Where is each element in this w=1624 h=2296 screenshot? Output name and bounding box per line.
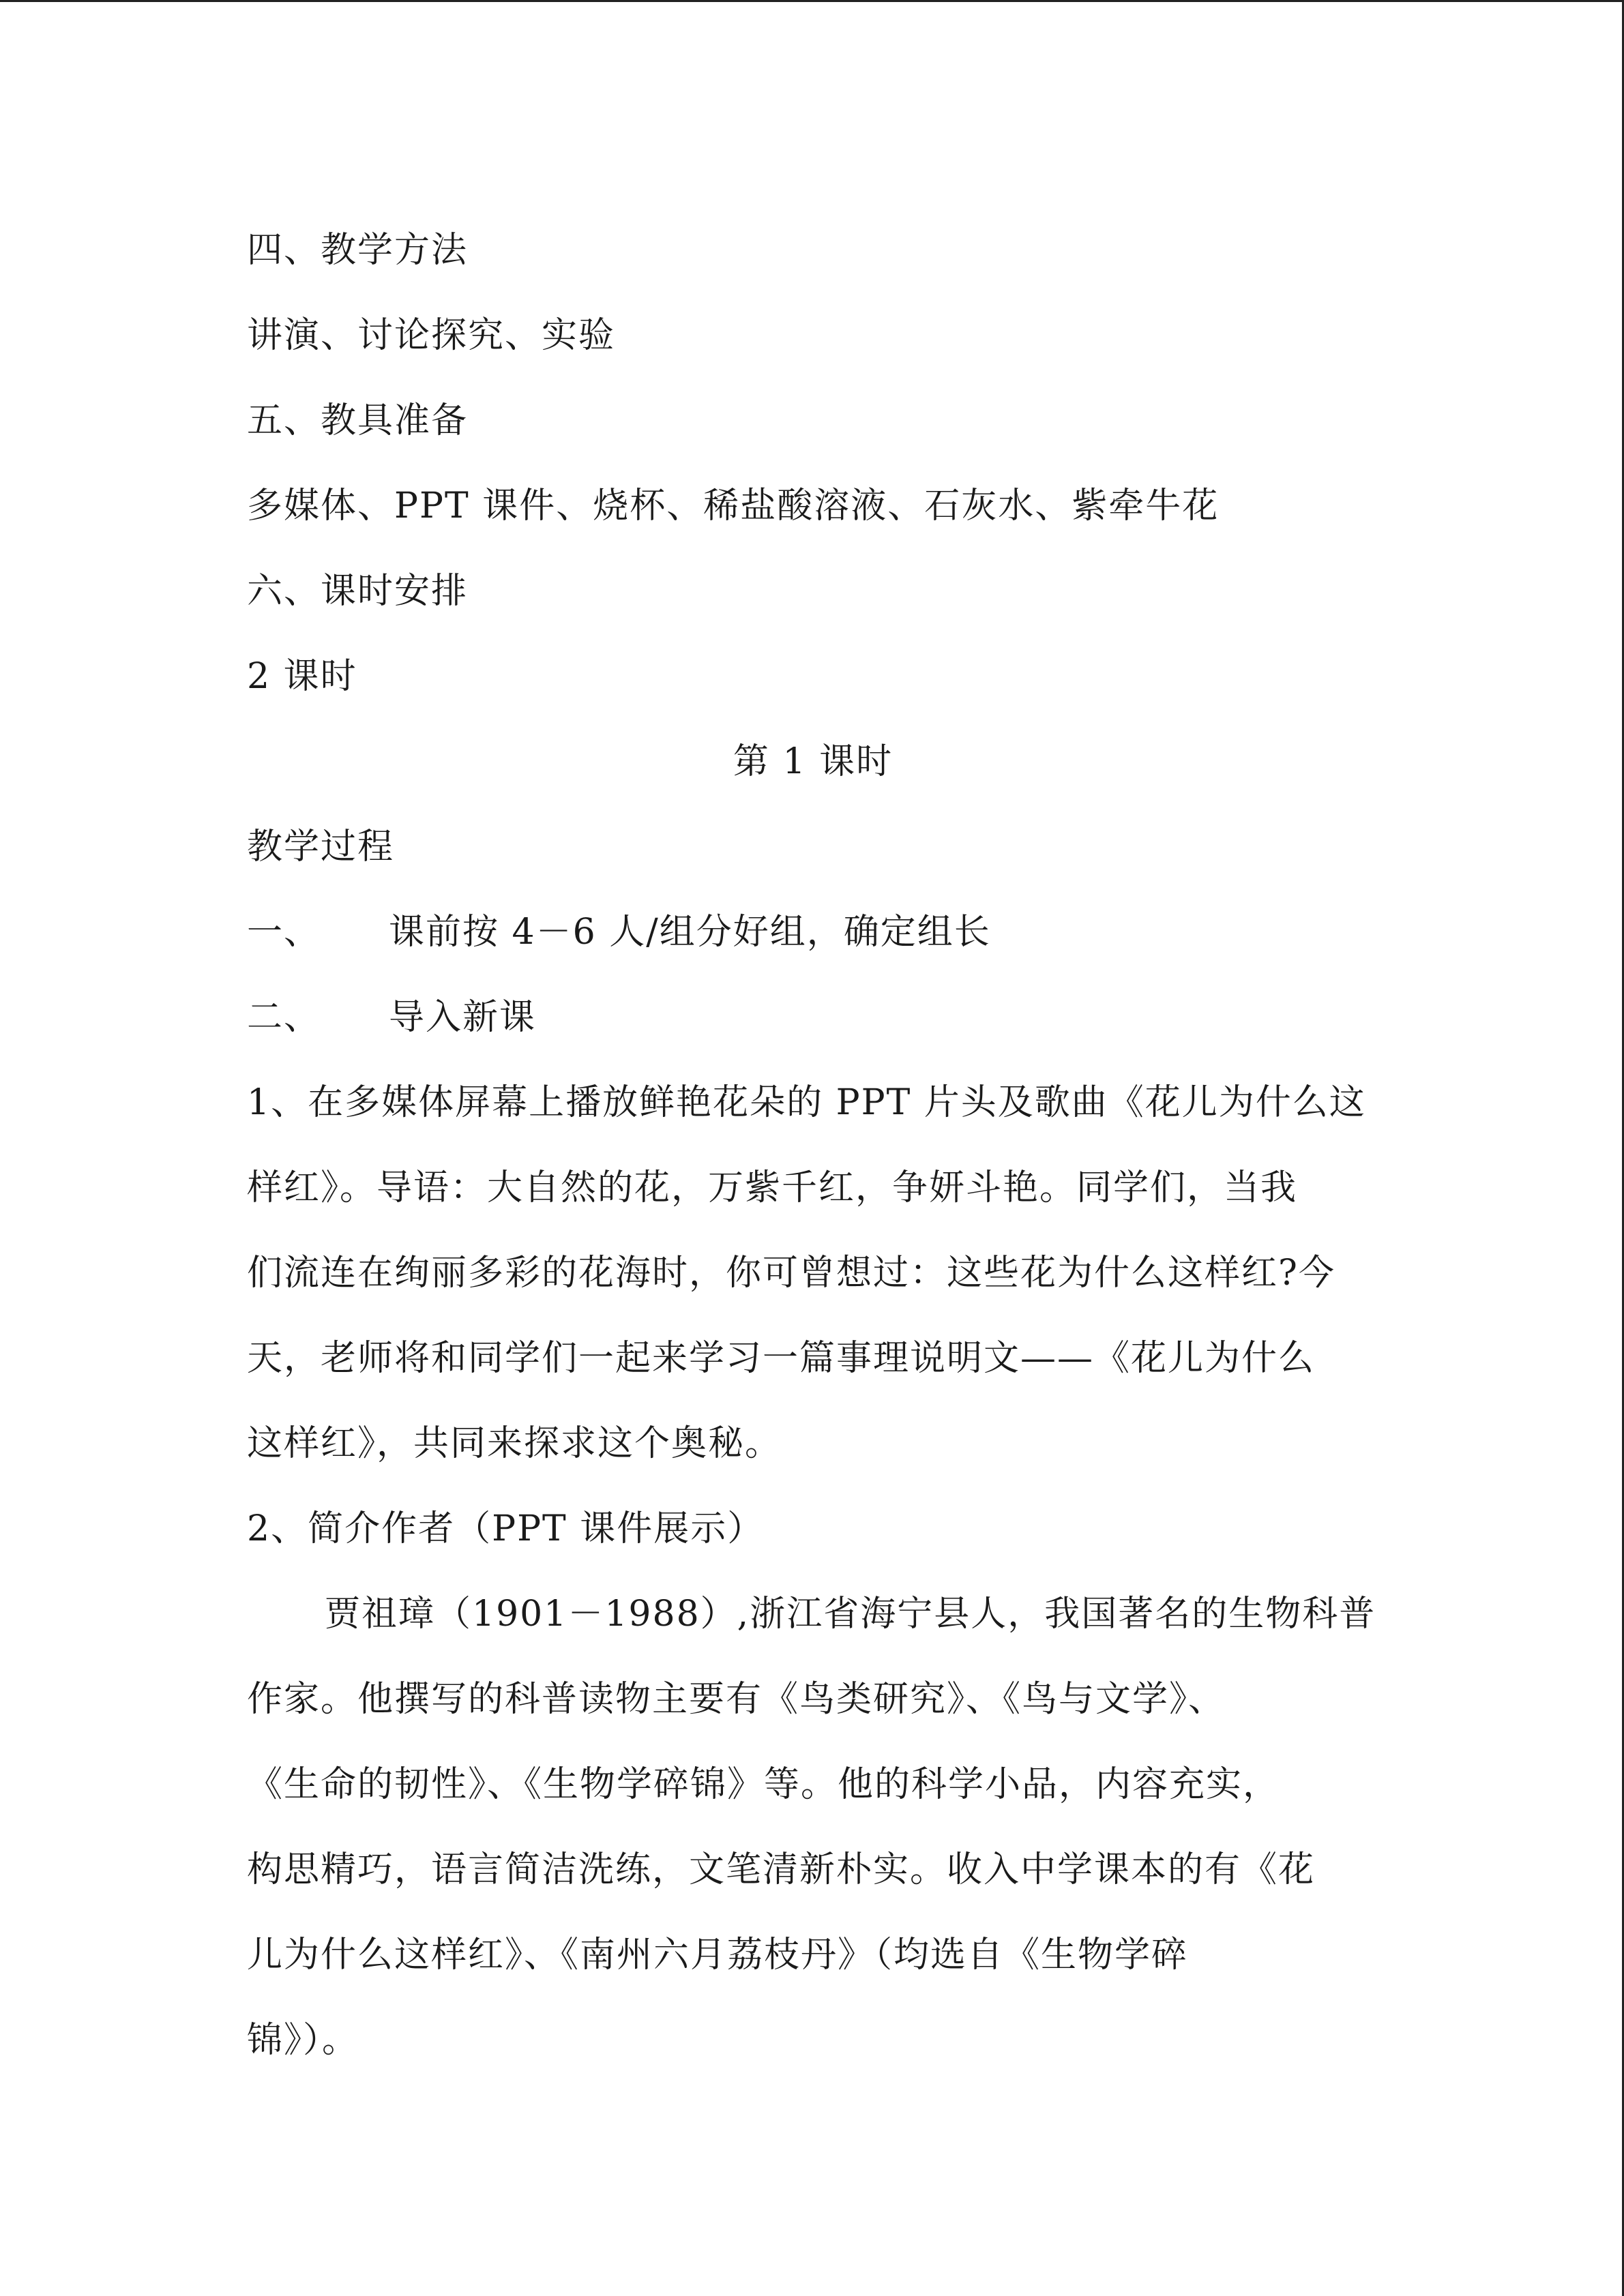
section-heading-schedule: 六、课时安排 bbox=[247, 571, 469, 612]
intro-paragraph-line: 天，老师将和同学们一起来学习一篇事理说明文——《花儿为什么 bbox=[247, 1338, 1316, 1379]
schedule-text: 2 课时 bbox=[247, 656, 357, 697]
step-2-number: 二、 bbox=[247, 997, 321, 1038]
step-2 bbox=[247, 975, 1379, 1060]
author-intro-heading: 2、简介作者（PPT 课件展示） bbox=[247, 1508, 765, 1549]
document-body bbox=[247, 208, 1379, 2083]
step-1-text: 课前按 4－6 人/组分好组，确定组长 bbox=[389, 912, 991, 953]
intro-paragraph-line: 们流连在绚丽多彩的花海时，你可曾想过：这些花为什么这样红?今 bbox=[247, 1253, 1335, 1294]
intro-paragraph-line: 样红》。导语：大自然的花，万紫千红，争妍斗艳。同学们，当我 bbox=[247, 1167, 1298, 1208]
author-paragraph-line: 构思精巧，语言简洁洗练，文笔清新朴实。收入中学课本的有《花 bbox=[247, 1849, 1316, 1890]
intro-paragraph-line: 这样红》，共同来探求这个奥秘。 bbox=[247, 1423, 782, 1464]
author-paragraph-line: 作家。他撰写的科普读物主要有《鸟类研究》、《鸟与文学》、 bbox=[247, 1679, 1226, 1720]
author-paragraph-line: 《生命的韧性》、《生物学碎锦》等。他的科学小品，内容充实， bbox=[247, 1764, 1280, 1805]
section-heading-teaching-aids: 五、教具准备 bbox=[247, 400, 469, 441]
step-1-number: 一、 bbox=[247, 912, 321, 953]
author-paragraph-line: 儿为什么这样红》、《南州六月荔枝丹》（均选自《生物学碎 bbox=[247, 1935, 1189, 1976]
process-heading: 教学过程 bbox=[247, 826, 395, 867]
teaching-methods-text: 讲演、讨论探究、实验 bbox=[247, 315, 616, 356]
step-2-text: 导入新课 bbox=[389, 997, 537, 1038]
author-paragraph-line: 贾祖璋（1901－1988）,浙江省海宁县人，我国著名的生物科普 bbox=[325, 1594, 1376, 1635]
author-paragraph-line: 锦》）。 bbox=[247, 2020, 359, 2061]
step-1 bbox=[247, 890, 1379, 975]
intro-paragraph-line: 1、在多媒体屏幕上播放鲜艳花朵的 PPT 片头及歌曲《花儿为什么这 bbox=[247, 1082, 1366, 1123]
section-heading-teaching-methods: 四、教学方法 bbox=[247, 230, 469, 271]
lesson-title: 第 1 课时 bbox=[733, 741, 894, 782]
teaching-aids-text: 多媒体、PPT 课件、烧杯、稀盐酸溶液、石灰水、紫牵牛花 bbox=[247, 486, 1220, 526]
